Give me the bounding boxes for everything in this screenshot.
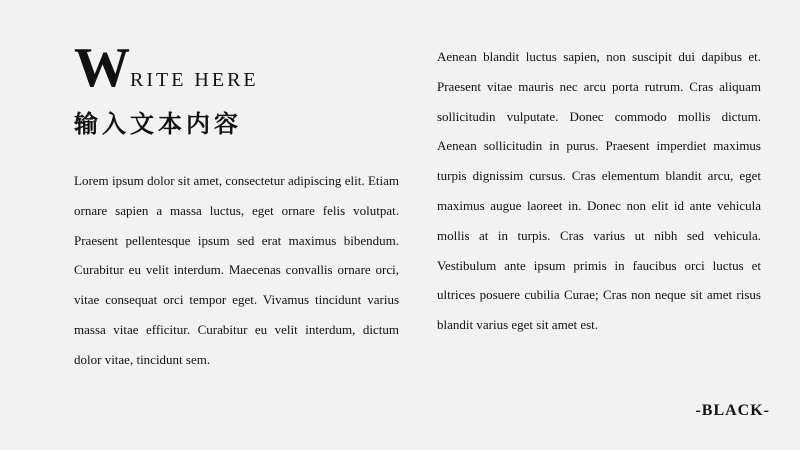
page-title bbox=[74, 37, 394, 99]
footer-brand: -BLACK- bbox=[695, 402, 770, 419]
title-initial: W bbox=[74, 37, 129, 99]
title-block bbox=[74, 37, 394, 139]
page-subtitle: 输入文本内容 bbox=[74, 110, 242, 138]
title-text: RITE HERE bbox=[130, 69, 259, 91]
right-paragraph: Aenean blandit luctus sapien, non suscipit dui dapibus et. Praesent vitae mauris nec arcu porta rutrum. Cras aliquam sollicitudin vulputate. Donec commodo mollis dictum. Aenean sollicitudin in purus. Praesent imperdiet maximus turpis dignissim cursus. Cras elementum blandit arcu, eget maximus augue laoreet in. Donec non elit id ante vehicula mollis at in turpis. Cras varius ut nibh sed vehicula. Vestibulum ante ipsum primis in faucibus orci luctus et ultrices posuere cubilia Curae; Cras non neque sit amet risus blandit varius eget sit amet est. bbox=[437, 49, 761, 333]
left-paragraph: Lorem ipsum dolor sit amet, consectetur adipiscing elit. Etiam ornare sapien a massa luctus, eget ornare felis volutpat. Praesent pellentesque ipsum sed erat maximus bibendum. Curabitur eu velit interdum. Maecenas convallis ornare orci, vitae consequat orci tempor eget. Vivamus tincidunt varius massa vitae efficitur. Curabitur eu velit interdum, dictum dolor vitae, tincidunt sem. bbox=[74, 173, 399, 367]
